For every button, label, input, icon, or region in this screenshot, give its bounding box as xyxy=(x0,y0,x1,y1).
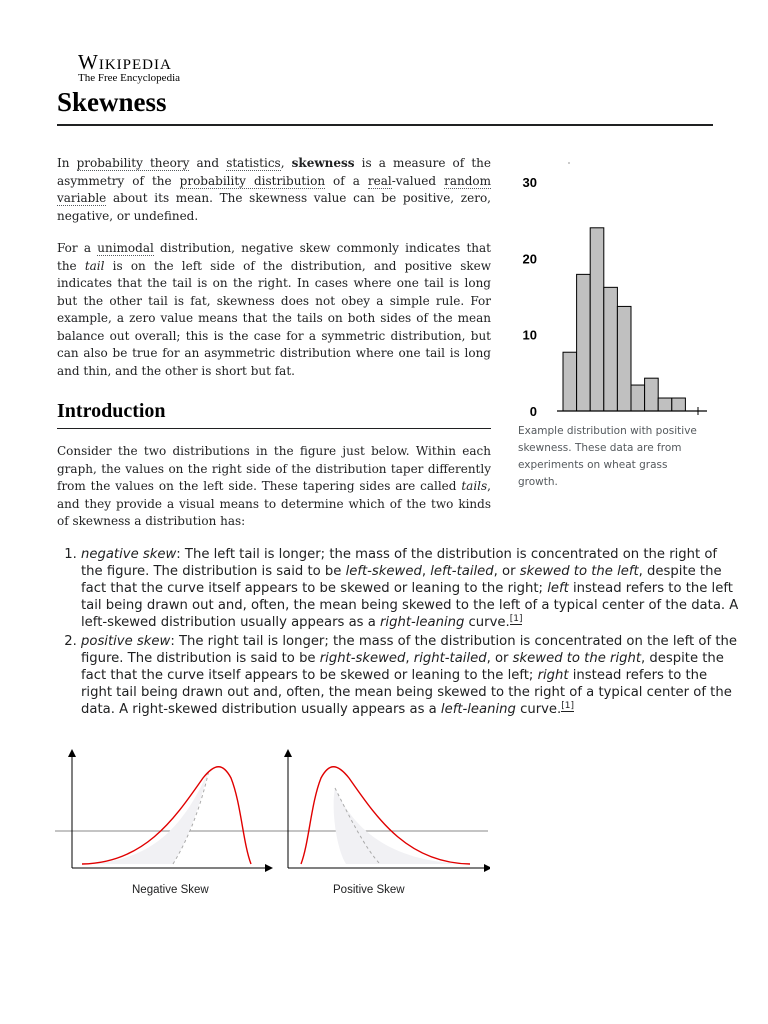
label-negative-skew: Negative Skew xyxy=(132,884,209,896)
label-positive-skew: Positive Skew xyxy=(333,884,405,896)
title-underline xyxy=(57,124,713,126)
reference-link[interactable]: [1] xyxy=(561,700,574,711)
histogram-tick-label: 20 xyxy=(522,251,537,267)
bold-term-skewness: skewness xyxy=(291,156,355,170)
wikipedia-tagline: The Free Encyclopedia xyxy=(78,72,181,84)
link-probability-theory[interactable]: probability theory xyxy=(76,156,190,170)
term-negative-skew: negative skew xyxy=(81,547,177,562)
histogram-bar xyxy=(563,352,577,411)
section-heading-introduction: Introduction xyxy=(57,400,166,422)
negative-shaded-area xyxy=(82,770,209,864)
introduction-paragraph: Consider the two distributions in the figure just below. Within each graph, the values on the right side of the distribution taper differently from the values on the left side. These tapering sides are called tails, and they provide a visual means to determine which of the two kinds of skewness a distribution has: xyxy=(57,444,491,528)
reference-link[interactable]: [1] xyxy=(509,613,523,624)
histogram-tick-label: 0 xyxy=(529,404,537,419)
histogram-bar xyxy=(590,228,604,411)
list-item-negative-skew: 1. negative skew: The left tail is longer; the mass of the distribution is concentrated on the right of the figure. The distribution is said to be left-skewed, left-tailed, or skewed to the left, despite the fact that the curve itself appears to be skewed or leaning to the right; left instead refers to the left tail being drawn out and, often, the mean being skewed to the left of a typical center of the data. A left-skewed distribution usually appears as a right-leaning curve.[1] xyxy=(81,546,741,631)
intro-paragraph: In probability theory and statistics, skewness is a measure of the asymmetry of the probability distribution of a real-valued random variable about its mean. The skewness value can be positive, zero, negative, or undefined. xyxy=(57,156,492,223)
link-random-variable[interactable]: random variable xyxy=(57,173,492,205)
skew-types-list xyxy=(57,546,741,720)
section-underline xyxy=(57,428,491,429)
histogram-bar xyxy=(617,306,631,411)
negative-skew-panel xyxy=(72,753,269,868)
histogram-tick-label: 30 xyxy=(522,175,537,190)
wikipedia-wordmark[interactable]: Wikipedia xyxy=(78,50,172,74)
unimodal-paragraph: For a unimodal distribution, negative skew commonly indicates that the tail is on the left side of the distribution, and positive skew indicates that the tail is on the right. In cases where one tail is long but the other tail is fat, skewness does not obey a simple rule. For example, a zero value means that the tails on both sides of the mean balance out overall; this is the case for a symmetric distribution, but can also be true for an asymmetric distribution where one tail is long and thin, and the other is short but fat. xyxy=(57,241,491,378)
list-item-positive-skew: 2. positive skew: The right tail is longer; the mass of the distribution is concentrated on the left of the figure. The distribution is said to be right-skewed, right-tailed, or skewed to the right, despite the fact that the curve itself appears to be skewed or leaning to the left; right instead refers to the right tail being drawn out and, often, the mean being skewed to the right of a typical center of the data. A right-skewed distribution usually appears as a left-leaning curve.[1] xyxy=(81,633,741,718)
positive-skew-panel xyxy=(288,753,488,868)
link-real[interactable]: real xyxy=(367,173,392,188)
link-unimodal[interactable]: unimodal xyxy=(97,241,154,255)
skew-illustration[interactable] xyxy=(55,748,490,878)
histogram-bar xyxy=(672,398,686,411)
histogram-bar xyxy=(577,274,591,411)
histogram-tick-label: 10 xyxy=(522,327,537,343)
histogram-bar xyxy=(658,398,672,411)
histogram-bar xyxy=(604,287,618,411)
histogram-bar xyxy=(631,385,645,411)
histogram-bar xyxy=(645,378,659,411)
link-statistics[interactable]: statistics xyxy=(226,156,281,170)
link-probability-distribution[interactable]: probability distribution xyxy=(179,173,326,188)
term-positive-skew: positive skew xyxy=(81,634,171,649)
skewness-histogram[interactable] xyxy=(505,158,715,420)
histogram-caption: Example distribution with positive skewness. These data are from experiments on wheat grass growth. xyxy=(518,425,697,488)
histogram-y-axis xyxy=(523,175,537,419)
page-title: Skewness xyxy=(57,87,167,117)
histogram-bars xyxy=(563,228,685,411)
